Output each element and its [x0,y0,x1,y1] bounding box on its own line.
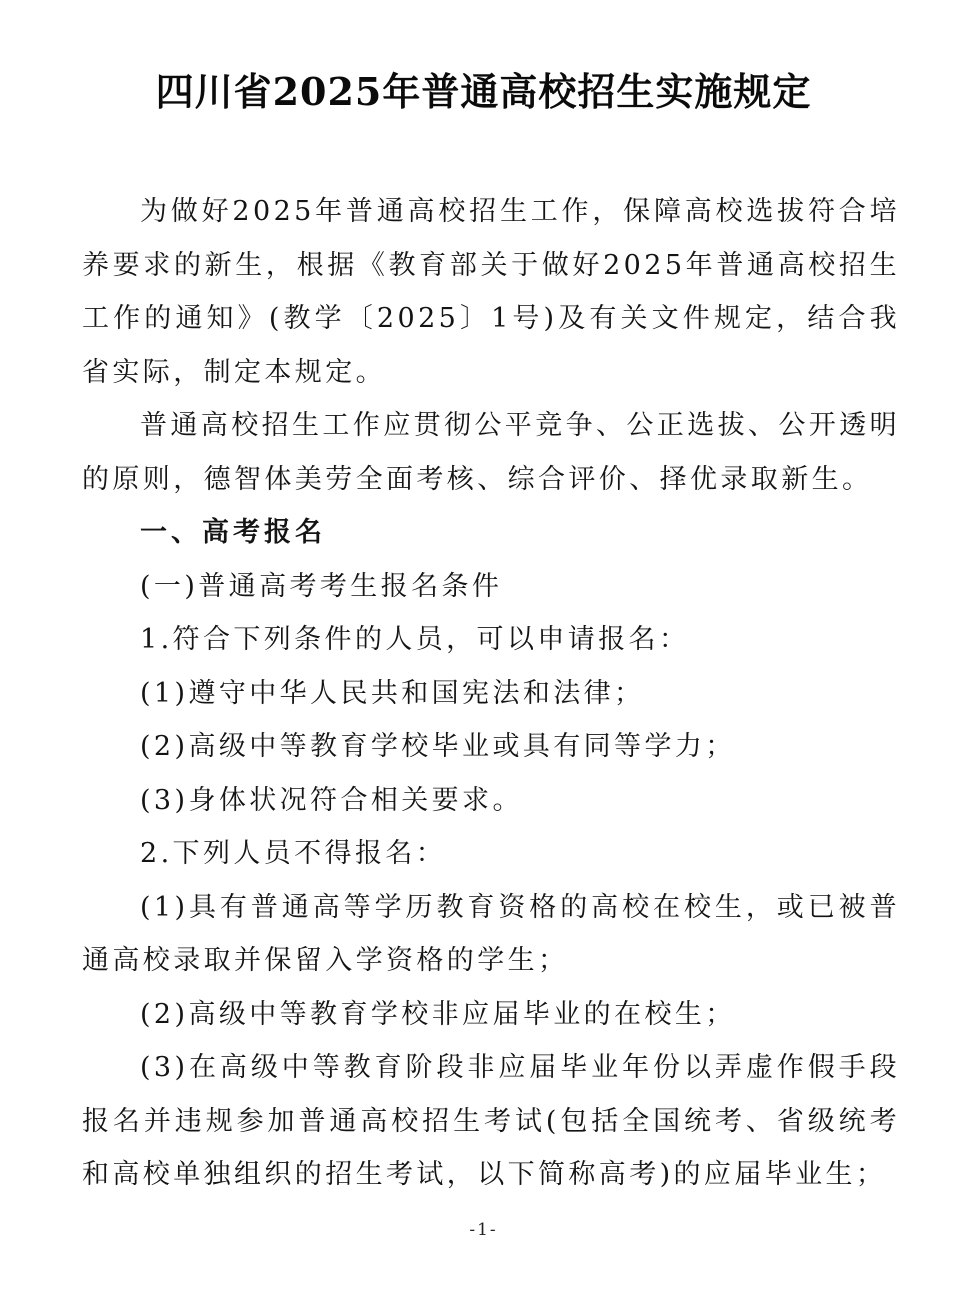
intro-paragraph: 为做好2025年普通高校招生工作，保障高校选拔符合培养要求的新生，根据《教育部关于做好2025年普通高校招生工作的通知》(教学〔2025〕1号)及有关文件规定，结合我省实际，制定本规定。 [82,196,900,388]
list-item: (3)身体状况符合相关要求。 [140,784,523,816]
list-item: (1)遵守中华人民共和国宪法和法律； [140,677,645,709]
document-body [82,185,900,1202]
list-item: (2)高级中等教育学校毕业或具有同等学力； [140,731,736,762]
page-number: -1- [469,1220,498,1240]
list-item: (1)具有普通高等学历教育资格的高校在校生，或已被普通高校录取并保留入学资格的学生； [82,891,900,976]
document-title: 四川省2025年普通高校招生实施规定 [155,69,812,114]
section-heading: 一、高考报名 [140,517,326,548]
list-intro: 2.下列人员不得报名： [140,838,447,869]
list-item: (3)在高级中等教育阶段非应届毕业年份以弄虚作假手段报名并违规参加普通高校招生考试(包括全国统考、省级统考和高校单独组织的招生考试，以下简称高考)的应届毕业生； [82,1052,900,1190]
list-item: (2)高级中等教育学校非应届毕业的在校生； [140,998,736,1030]
list-intro: 1.符合下列条件的人员，可以申请报名： [140,624,690,655]
subsection-heading: (一)普通高考考生报名条件 [140,570,503,602]
principle-paragraph: 普通高校招生工作应贯彻公平竞争、公正选拔、公开透明的原则，德智体美劳全面考核、综合评价、择优录取新生。 [82,410,900,495]
